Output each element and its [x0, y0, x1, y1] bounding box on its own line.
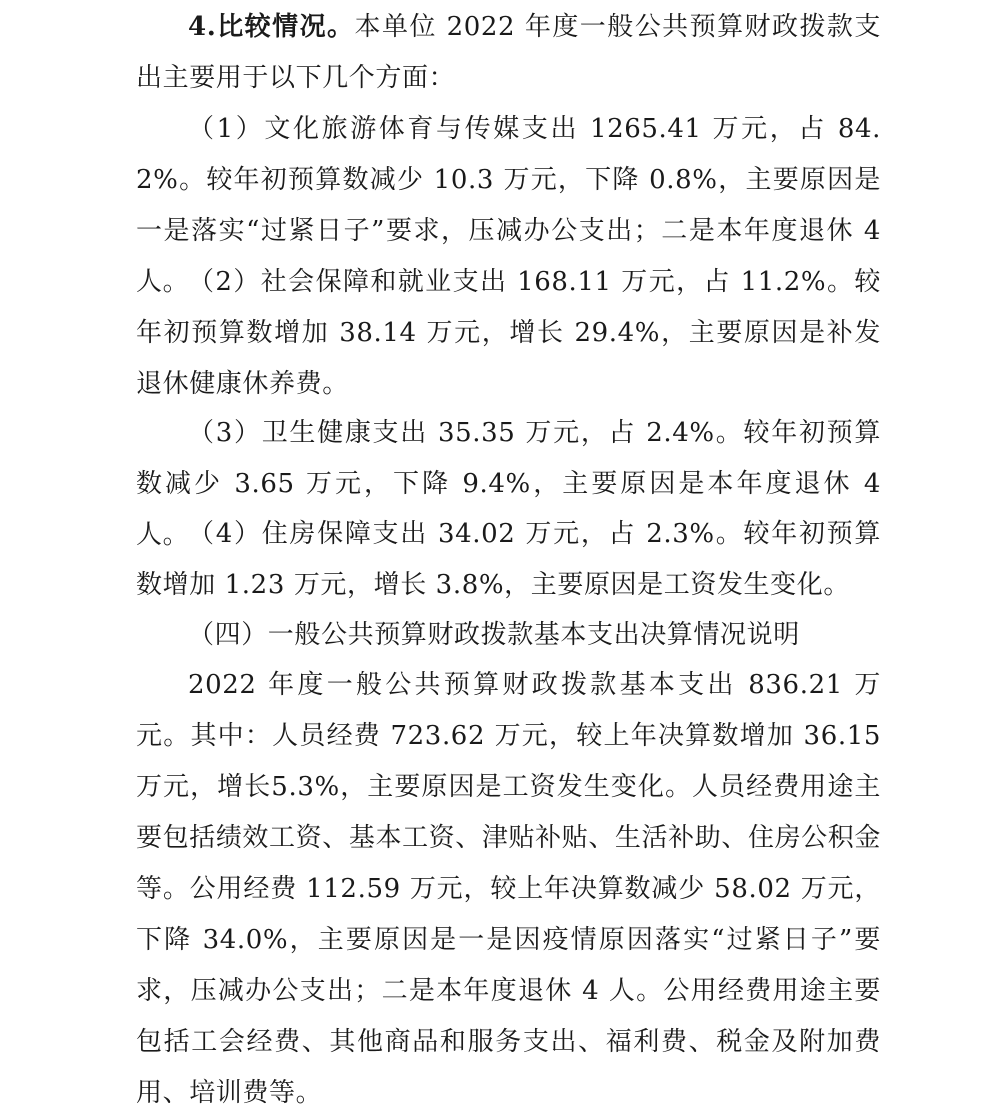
item-culture-tourism: （1）文化旅游体育与传媒支出 1265.41 万元，占 84.2%。较年初预算数减少 10.3 万元，下降 0.8%，主要原因是一是落实“过紧日子”要求，压减办公支出；二是本年度退休 4 人。	[136, 114, 881, 297]
comparison-paragraph	[136, 2, 881, 104]
comparison-lead: 4.比较情况。	[188, 12, 355, 42]
section-heading: （四）一般公共预算财政拨款基本支出决算情况说明	[188, 620, 800, 650]
comparison-text: 本单位 2022 年度一般公共预算财政拨款支出主要用于以下几个方面：	[136, 12, 881, 93]
item-social-security: （2）社会保障和就业支出 168.11 万元，占 11.2%。较年初预算数增加 38.14 万元，增长 29.4%，主要原因是补发退休健康休养费。	[136, 267, 881, 399]
item-housing: （4）住房保障支出 34.02 万元，占 2.3%。较年初预算数增加 1.23 万元，增长 3.8%，主要原因是工资发生变化。	[136, 519, 881, 600]
basic-expenditure-paragraph: 2022 年度一般公共预算财政拨款基本支出 836.21 万元。其中：人员经费 723.62 万元，较上年决算数增加 36.15 万元，增长5.3%，主要原因是工资发生变化。人员经费用途主要包括绩效工资、基本工资、津贴补贴、生活补助、住房公积金等。公用经费 112.59 万元，较上年决算数减少 58.02 万元，下降 34.0%，主要原因是一是因疫情原因落实“过紧日子”要求，压减办公支出；二是本年度退休 4 人。公用经费用途主要包括工会经费、其他商品和服务支出、福利费、税金及附加费用、培训费等。	[136, 670, 881, 1108]
item-health: （3）卫生健康支出 35.35 万元，占 2.4%。较年初预算数减少 3.65 万元，下降 9.4%，主要原因是本年度退休 4 人。	[136, 418, 881, 550]
